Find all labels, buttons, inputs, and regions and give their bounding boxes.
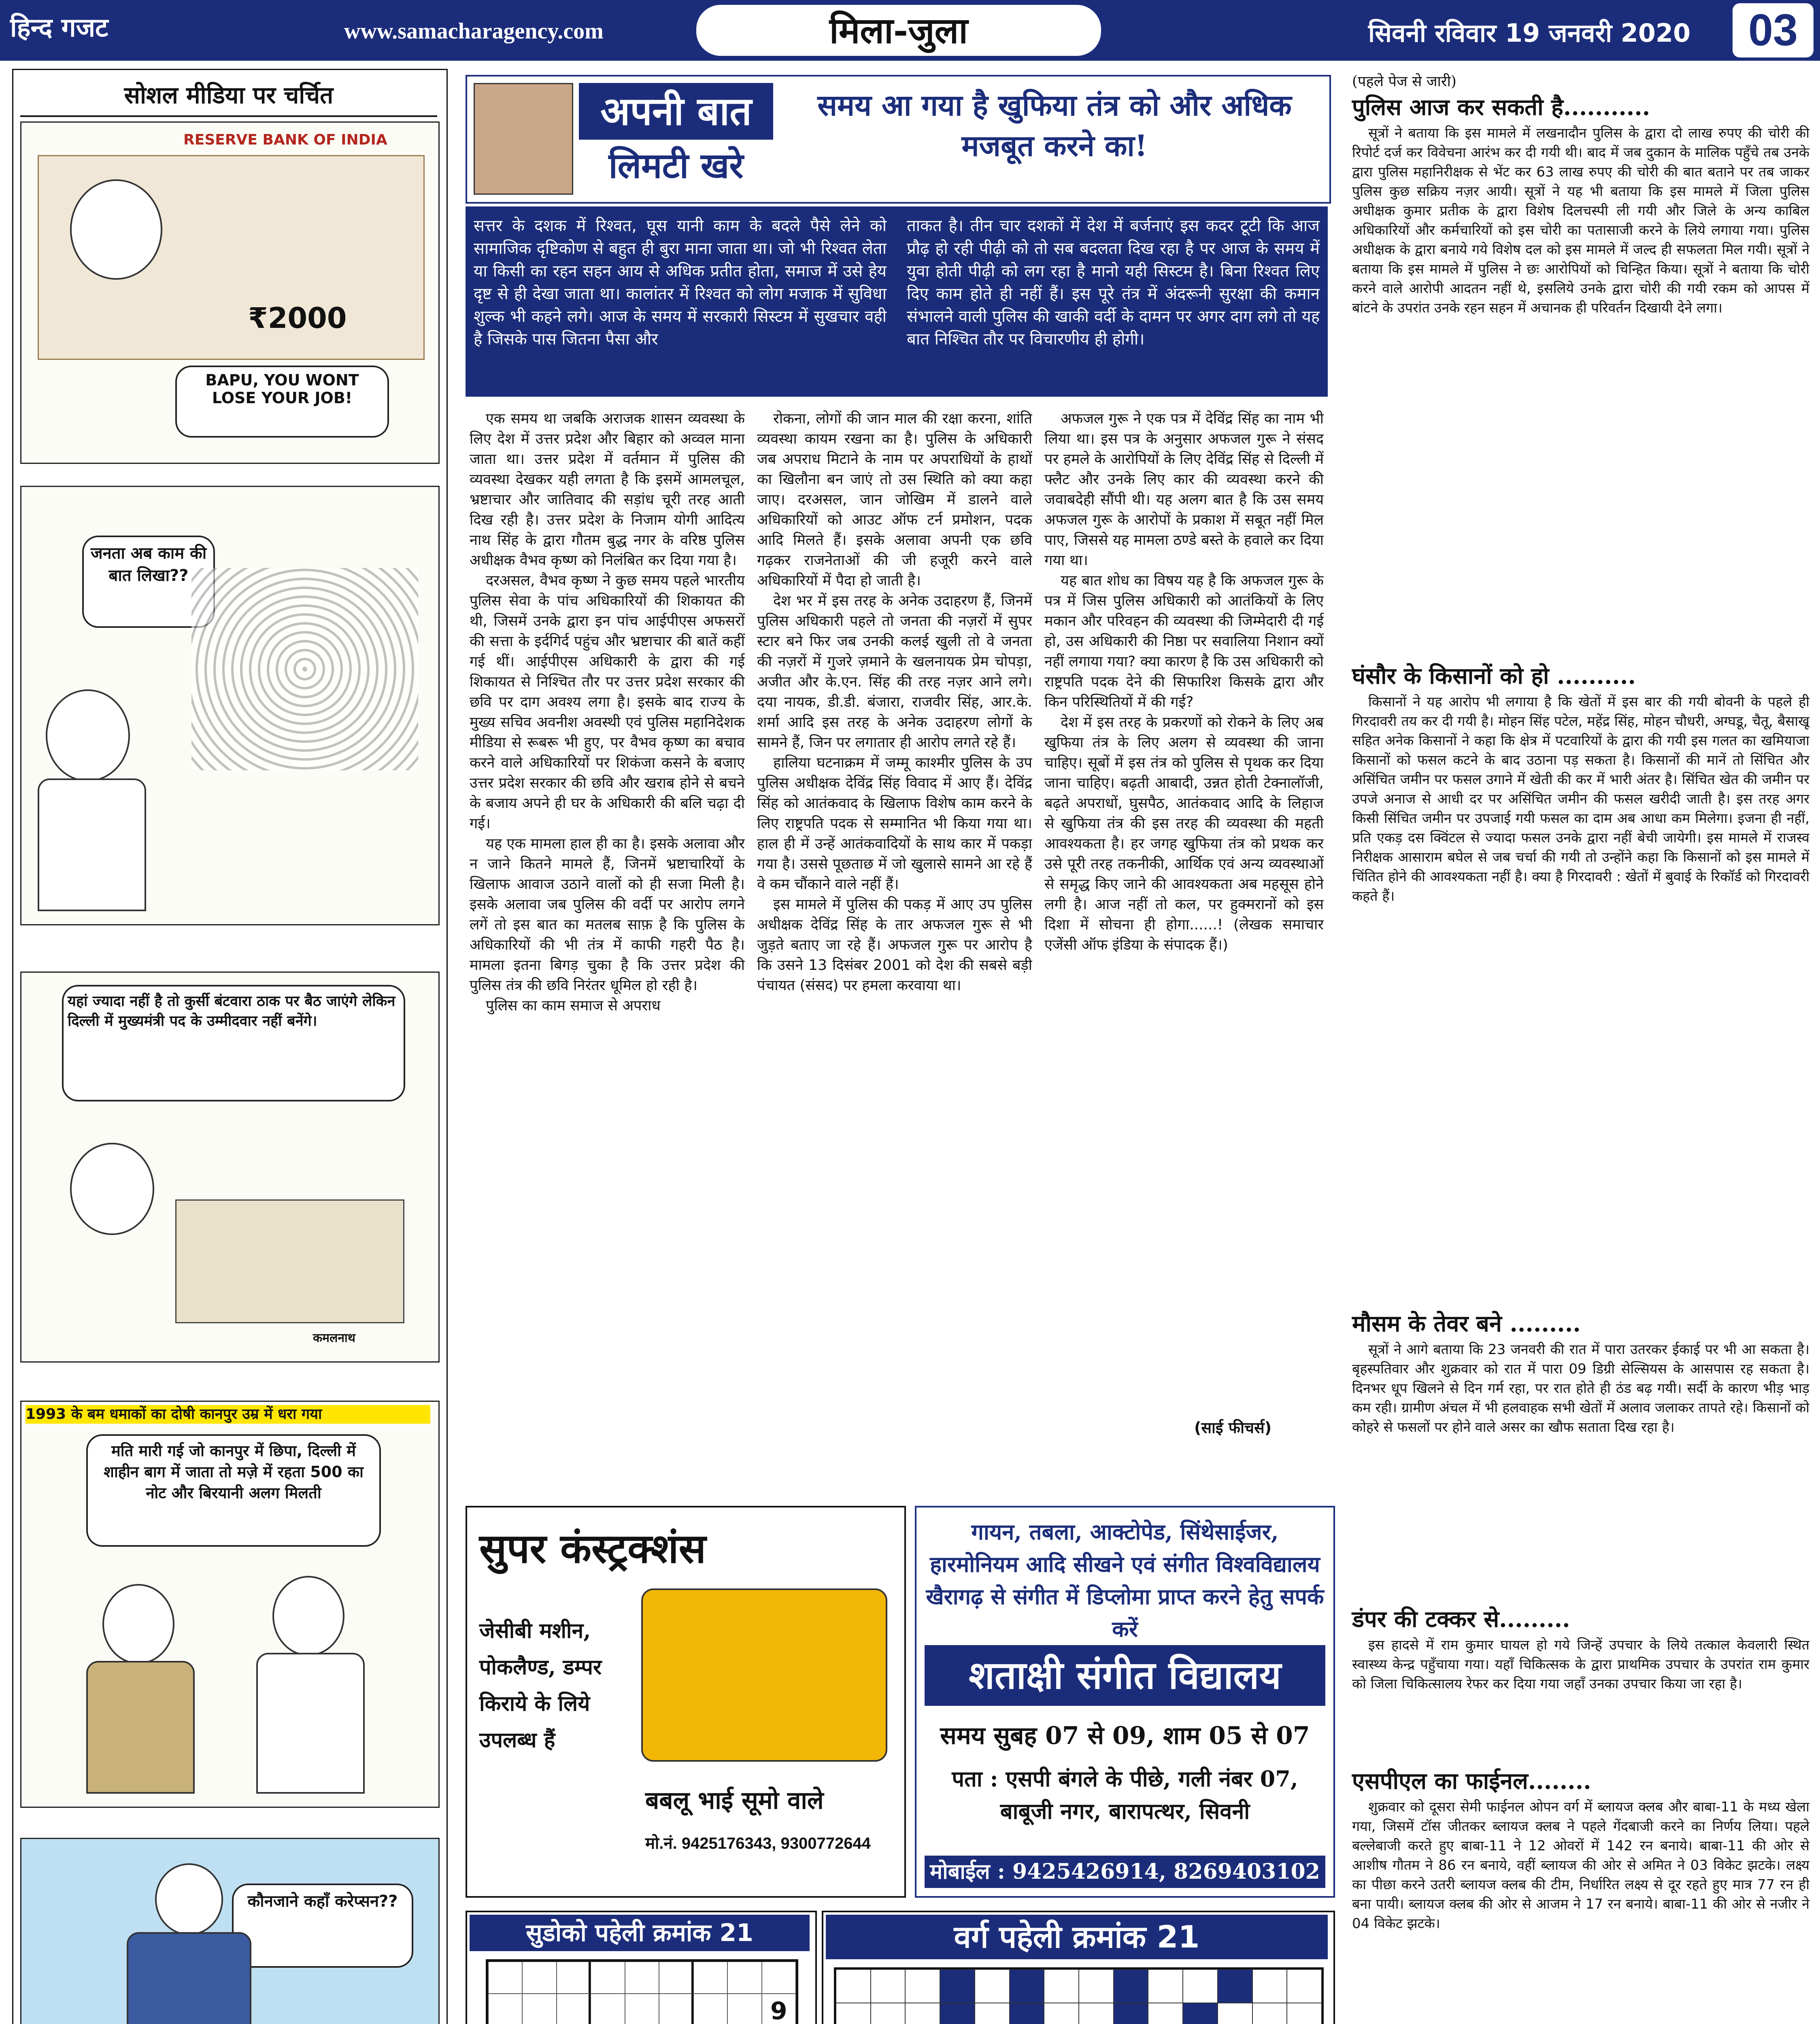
crossword-cell[interactable] <box>836 2003 871 2024</box>
crossword-cell[interactable] <box>1252 1969 1287 2003</box>
crossword-cell[interactable] <box>871 2003 906 2024</box>
crossword-cell[interactable] <box>1148 1969 1183 2003</box>
story-text <box>1352 123 1809 650</box>
crossword-cell <box>1010 1969 1044 2003</box>
cartoon-work <box>20 486 440 925</box>
crossword-cell[interactable] <box>1044 2003 1079 2024</box>
cartoon-speech-bubble: जनता अब काम की बात लिखा?? <box>82 536 215 628</box>
sudoku-cell[interactable] <box>557 1962 591 1994</box>
officer-figure-icon <box>155 1863 223 1935</box>
crossword-title: वर्ग पहेली क्रमांक 21 <box>826 1915 1328 1959</box>
prisoner-figure-icon <box>272 1576 344 1656</box>
paragraph: सूत्रों ने बताया कि इस मामले में लखनादौन पुलिस के द्वारा दो लाख रुपए की चोरी की रिपोर्ट दर्ज कर विवेचना आरंभ कर दी गयी थी। बाद में जब दुकान के मालिक पहुँचे तब उनके द्वारा पुलिस महानिरीक्षक से भेंट कर 63 लाख रुपए की चोरी की बात बताने पर तब जाकर पुलिस कुछ सक्रिय नज़र आयी। सूत्रों ने यह भी बताया कि इस मामले में जिला पुलिस अधीक्षक कुमार प्रतीक के द्वारा विशेष दिलचस्पी ली गयी और जिले के अन्य काबिल अधिकारियों और कर्मचारियों को इस चोरी का पतासाजी करने के लिये लगाया गया। पुलिस अधीक्षक के द्वारा बनाये गये विशेष दल को इस मामले में जल्द ही सफलता मिल गयी। सूत्रों ने बताया कि इस मामले में पुलिस ने छः आरोपियों को चिन्हित किया। सूत्रों ने बताया कि चोरी करने वाले आरोपी आदतन नहीं थे, इसलिये उनके द्वारा चोरी की गयी रकम को आपस में बांटने के उपरांत उनके रहन सहन में अचानक ही परिवर्तन दिखायी देने लगा। <box>1352 125 1809 316</box>
music-school-ad <box>915 1506 1335 1898</box>
continued-note: (पहले पेज से जारी) <box>1352 73 1456 90</box>
paragraph: देश भर में इस तरह के अनेक उदाहरण हैं, जिनमें पुलिस अधिकारी पहले तो जनता की नज़रों में सुपर स्टार बने फिर जब उनकी कलई खुली तो वे जनता की नज़रों में गुजरे ज़माने के खलनायक प्रेम चोपड़ा, अजीत और के.एन. सिंह की तरह नज़र आने लगे। दया नायक, डी.डी. बंजारा, राजवीर सिंह, आर.के. शर्मा आदि इस तरह के अनेक उदाहरण लोगों के सामने हैं, जिन पर लगातार ही आरोप लगते रहे हैं। <box>757 593 1032 751</box>
crossword-cell <box>1114 1969 1148 2003</box>
crossword-cell <box>1218 1969 1252 2003</box>
cartoon-column-title: सोशल मीडिया पर चर्चित <box>20 75 437 117</box>
story-heading: मौसम के तेवर बने ......... <box>1352 1310 1581 1337</box>
editorial-title: अपनी बात <box>579 83 773 140</box>
site-url[interactable]: www.samacharagency.com <box>344 19 604 44</box>
bank-label: RESERVE BANK OF INDIA <box>183 132 387 148</box>
story-text <box>1352 1797 1809 2024</box>
editorial-headline: समय आ गया है खुफिया तंत्र को और अधिक मजबूत करने का! <box>817 88 1292 163</box>
music-ad-name: शताक्षी संगीत विद्यालय <box>925 1645 1325 1706</box>
crossword-cell <box>1183 2003 1218 2024</box>
construction-ad-services: जेसीबी मशीन, पोकलैण्ड, डम्पर किराये के लिये उपलब्ध हैं <box>479 1618 602 1752</box>
cartoon-kamalnath <box>20 972 440 1363</box>
prisoner-figure-body <box>256 1653 365 1794</box>
sudoku-cell[interactable] <box>522 1994 556 2024</box>
paragraph: दरअसल, वैभव कृष्ण ने कुछ समय पहले भारतीय पुलिस सेवा के पांच अधिकारियों की शिकायत की थी, जिसमें उनके द्वारा इन पांच आईपीएस अफसरों की सत्ता के इर्दगिर्द पहुंच और भ्रष्टाचार की बातें कहीं गई थीं। आईपीएस अधिकारी के द्वारा की गई शिकायत से निश्चित तौर पर उत्तर प्रदेश सरकार की छवि पर दाग अवश्य लगा है। इसके बाद राज्य के मुख्य सचिव अवनीश अवस्थी एवं पुलिस महानिदेशक मीडिया से रूबरू भी हुए, पर वैभव कृष्ण का बचाव करने वाले अधिकारियों पर शिकंजा कसने के बजाए उत्तर प्रदेश सरकार की छवि और खराब होने से बचने के बजाय अपने ही घर के अधिकारी की बलि चढ़ा दी गई। <box>470 572 745 832</box>
cartoon-speech-bubble: कौनजाने कहाँ करेप्सन?? <box>232 1884 413 1968</box>
story-text <box>1352 1635 1809 1757</box>
crossword-cell[interactable] <box>1148 2003 1183 2024</box>
paragraph: इस हादसे में राम कुमार घायल हो गये जिन्हें उपचार के लिये तत्काल केवलारी स्थित स्वास्थ्य केन्द्र पहुँचाया गया। यहाँ चिकित्सक के द्वारा प्राथमिक उपचार के उपरांत राम कुमार को जिला चिकित्सालय रेफर कर दिया गया जहाँ उनका उपचार किया जा रहा है। <box>1352 1637 1809 1692</box>
story-heading: घंसौर के किसानों को हो .......... <box>1352 663 1636 689</box>
crossword-cell[interactable] <box>836 1969 871 2003</box>
music-ad-intro: गायन, तबला, आक्टोपेड, सिंथेसाईजर, हारमोनियम आदि सीखने एवं संगीत विश्वविद्यालय खैरागढ़ से संगीत में डिप्लोमा प्राप्त करने हेतु सपर्क करें <box>926 1519 1324 1642</box>
construction-ad-phone: मो.नं. 9425176343, 9300772644 <box>645 1835 871 1852</box>
editorial-credit: (साई फीचर्स) <box>1194 1419 1272 1437</box>
crossword-cell[interactable] <box>1287 2003 1322 2024</box>
crossword-cell[interactable] <box>1183 1969 1218 2003</box>
editorial-column-3 <box>1044 409 1324 1413</box>
cartoon-corruption <box>20 1838 440 2024</box>
story-heading: डंपर की टक्कर से......... <box>1352 1606 1570 1633</box>
story-text <box>1352 1340 1809 1591</box>
sudoku-cell[interactable] <box>659 1994 693 2024</box>
sudoku-cell[interactable] <box>488 1962 522 1994</box>
crossword-cell[interactable] <box>1079 1969 1114 2003</box>
paragraph: एक समय था जबकि अराजक शासन व्यवस्था के लिए देश में उत्तर प्रदेश और बिहार को अव्वल माना जाता था। उत्तर प्रदेश में वर्तमान में पुलिस की व्यवस्था देखकर यही लगता है कि इसमें आमलचूल, भ्रष्टाचार और जातिवाद की सड़ांध चूरी तरह आती दिख रही है। उत्तर प्रदेश के निजाम योगी आदित्य नाथ सिंह के द्वारा गौतम बुद्ध नगर के वरिष्ठ पुलिस अधीक्षक वैभव कृष्ण को निलंबित कर दिया गया है। <box>470 410 745 569</box>
paragraph: यह एक मामला हाल ही का है। इसके अलावा और न जाने कितने मामले हैं, जिनमें भ्रष्टाचारियों के खिलाफ आवाज उठाने वालों को ही सजा मिली है। इसके अलावा जब पुलिस की वर्दी पर आरोप लगने लगें तो इस बात का मतलब साफ़ है कि पुलिस के अधिकारियों की भी तंत्र में काफी गहरी पैठ है। मामला इतना बिगड़ चुका है कि उत्तर प्रदेश की पुलिस तंत्र की छवि निरंतर धूमिल हो रही है। <box>470 836 745 994</box>
paragraph: हालिया घटनाक्रम में जम्मू काश्मीर पुलिस के उप पुलिस अधीक्षक देविंद्र सिंह विवाद में आए हैं। देविंद्र सिंह को आतंकवाद के खिलाफ विशेष काम करने के लिए राष्ट्रपति पदक से सम्मानित भी किया गया था। हाल ही में उन्हें आतंकवादियों के साथ कार में पकड़ा गया है। उससे पूछताछ में जो खुलासे सामने आ रहे हैं वे कम चौंकाने वाले नहीं हैं। <box>757 755 1032 893</box>
paragraph: पुलिस का काम समाज से अपराध <box>486 997 661 1014</box>
paragraph: देश में इस तरह के प्रकरणों को रोकने के लिए अब खुफिया तंत्र के लिए अलग से व्यवस्था की जाना चाहिए। सूबों में इस तंत्र को पुलिस से पृथक कर दिया जाना चाहिए। बढ़ती आबादी, उन्नत होती टेक्नालॉजी, बढ़ते अपराधों, घुसपैठ, आतंकवाद आदि के लिहाज से खुफिया तंत्र की इस तरह की व्यवस्था की महती आवश्यकता है। हर जगह खुफिया तंत्र को प्रथक कर उसे पूरी तरह तकनीकी, आर्थिक एवं अन्य व्यवस्थाओं से समृद्ध किए जाने की आवश्यकता अब महसूस होने लगी है। आज नहीं तो कल, पर हुक्मरानों को इस दिशा में सोचना ही होगा......! (लेखक समाचार एजेंसी ऑफ इंडिया के संपादक हैं।) <box>1044 714 1324 953</box>
sudoku-cell[interactable] <box>762 1962 796 1994</box>
cartoon-rbi <box>20 121 440 464</box>
police-figure-body <box>86 1661 195 1794</box>
crossword-cell[interactable] <box>1287 1969 1322 2003</box>
paragraph: इस मामले में पुलिस की पकड़ में आए उप पुलिस अधीक्षक देविंद्र सिंह के तार अफजल गुरू से भी जुड़ते बताए जा रहे हैं। अफजल गुरू पर आरोप है कि उसने 13 दिसंबर 2001 को देश की सबसे बड़ी पंचायत (संसद) पर हमला करवाया था। <box>757 896 1032 994</box>
sudoku-cell[interactable] <box>522 1962 556 1994</box>
music-ad-timing: समय सुबह 07 से 09, शाम 05 से 07 <box>940 1722 1310 1750</box>
desk-image <box>175 1199 404 1323</box>
music-ad-mobile: मोबाईल : 9425426914, 8269403102 <box>925 1856 1325 1888</box>
police-figure-icon <box>102 1584 174 1664</box>
section-name: मिला-जुला <box>696 5 1101 56</box>
paragraph: शुक्रवार को दूसरा सेमी फाईनल ओपन वर्ग में ब्लायज क्लब और बाबा-11 के मध्य खेला गया, जिसमें टॉस जीतकर ब्लायज क्लब ने पहले गेंदबाजी करने का निर्णय लिया। पहले बल्लेबाजी करते हुए बाबा-11 ने 12 ओवरों में 142 रन बनाये। बाबा-11 की ओर से आशीष गौतम ने 86 रन बनाये, वहीं ब्लायज की ओर से अमित ने 03 विकेट झटके। लक्ष्य का पीछा करने उतरी ब्लायज क्लब की टीम, निर्धारित लक्ष्य से दूर रहते हुए मात्र 77 रन ही बना पायी। ब्लायज क्लब की ओर से आजम ने 17 रन बनाये। बाबा-11 की ओर से नजीर ने 04 विकेट झटके। <box>1352 1799 1809 1932</box>
masthead <box>0 0 1820 61</box>
story-text <box>1352 692 1809 1299</box>
sudoku-grid[interactable] <box>486 1959 798 2024</box>
story-heading: एसपीएल का फाईनल........ <box>1352 1768 1591 1794</box>
cartoon-speech-bubble: BAPU, YOU WONT LOSE YOUR JOB! <box>175 366 389 438</box>
man-figure-icon <box>46 689 130 782</box>
crossword-cell[interactable] <box>975 1969 1010 2003</box>
politician-figure-icon <box>70 1143 154 1235</box>
crossword-cell[interactable] <box>975 2003 1010 2024</box>
crossword-cell[interactable] <box>905 1969 940 2003</box>
crossword-cell[interactable] <box>871 1969 906 2003</box>
sudoku-cell[interactable] <box>727 1962 761 1994</box>
paragraph: सूत्रों ने आगे बताया कि 23 जनवरी की रात में पारा उतरकर ईकाई पर भी आ सकता है। बृहस्पतिवार और शुक्रवार को रात में पारा 09 डिग्री सेल्सियस के आसपास रह सकता है। दिनभर धूप खिलने से दिन गर्म रहा, पर रात होते ही ठंड बढ़ गयी। सर्दी के कारण भीड़ भाड़ कम रही। ग्रामीण अंचल में भी हलवाहक सभी खेतों में अलाव जलाकर तापते रहे। किसानों को कोहरे से फसलों पर होने वाले असर का खौफ सताता दिख रहा है। <box>1352 1342 1809 1435</box>
dateline: सिवनी रविवार 19 जनवरी 2020 <box>1368 18 1691 48</box>
editorial-deck-left: सत्तर के दशक में रिश्वत, घूस यानी काम के बदले पैसे लेने को सामाजिक दृष्टिकोण से बहुत ही बुरा माना जाता था। जो भी रिश्वत लेता या किसी का रहन सहन आय से अधिक प्रतीत होता, समाज में उसे हेय दृष्ट से ही देखा जाता था। कालांतर में रिश्वत को लोग मजाक में सुविधा शुल्क भी कहने लगे। आज के समय में सरकारी सिस्टम में सुखचार वही है जिसके पास जितना पैसा और <box>474 217 887 349</box>
editorial-column-1 <box>470 409 745 1502</box>
sudoku-cell[interactable] <box>625 1994 659 2024</box>
gandhi-figure-icon <box>70 179 162 280</box>
sudoku-title: सुडोको पहेली क्रमांक 21 <box>470 1915 810 1951</box>
sudoku-cell[interactable] <box>659 1962 693 1994</box>
crossword-cell[interactable] <box>1218 2003 1252 2024</box>
story-heading: पुलिस आज कर सकती है........... <box>1352 94 1650 121</box>
paragraph: अफजल गुरू ने एक पत्र में देविंद्र सिंह का नाम भी लिया था। इस पत्र के अनुसार अफजल गुरू ने संसद पर हमले के आरोपियों के लिए देविंद्र सिंह से दिल्ली में फ्लैट और उनके लिए कार की व्यवस्था करने की जवाबदेही सौंपी थी। यह अलग बात है कि उस समय अफजल गुरू के आरोपों के प्रकाश में सबूत नहीं मिल पाए, जिससे यह मामला ठण्डे बस्ते के हवाले कर दिया गया था। <box>1044 410 1324 569</box>
crossword-grid[interactable] <box>834 1967 1324 2024</box>
construction-ad-contact: बबलू भाई सूमो वाले <box>645 1786 824 1815</box>
editorial-column-2 <box>757 409 1032 1502</box>
sudoku-cell[interactable] <box>693 1994 727 2024</box>
cartoon-kanpur <box>20 1401 440 1808</box>
crossword-cell <box>940 1969 975 2003</box>
sudoku-cell[interactable] <box>591 1962 625 1994</box>
sudoku-cell[interactable]: 9 <box>762 1994 796 2024</box>
cartoonist-signature: कमलनाथ <box>313 1331 355 1345</box>
cartoon-caption: 1993 के बम धमाकों का दोषी कानपुर उम्र में धरा गया <box>26 1405 430 1424</box>
editorial-byline: लिमटी खरे <box>608 145 744 186</box>
officer-figure-body <box>127 1932 251 2024</box>
note-value: ₹2000 <box>248 302 347 335</box>
paragraph: यह बात शोध का विषय यह है कि अफजल गुरू के पत्र में जिस पुलिस अधिकारी को आतंकियों के लिए मकान और परिवहन की व्यवस्था की जिम्मेदारी दी गई हो, उस अधिकारी की निष्ठा पर सवालिया निशान क्यों नहीं लगाया गया? क्या कारण है कि उस अधिकारी को राष्ट्रपति पदक देने की सिफारिश किसके द्वारा और किन परिस्थितियों में की गई? <box>1044 572 1324 710</box>
crossword-cell <box>1010 2003 1044 2024</box>
crossword-cell[interactable] <box>1079 2003 1114 2024</box>
crossword-cell[interactable] <box>1044 1969 1079 2003</box>
sudoku-cell[interactable] <box>693 1962 727 1994</box>
editorial-deck-right: ताकत है। तीन चार दशकों में देश में बर्जनाएं इस कदर टूटी कि आज प्रौढ़ हो रही पीढ़ी को तो सब बदलता दिख रहा है पर आज के समय में युवा होती पीढ़ी को लग रहा है मानो यही सिस्टम है। बिना रिश्वत लिए दिए काम होते ही नहीं हैं। इस पूरे तंत्र में अंदरूनी सुरक्षा की कमान संभालने वाली पुलिस की खाकी वर्दी के दामन पर अगर दाग लगे तो यह बात निश्चित तौर पर विचारणीय ही होगी। <box>907 217 1320 349</box>
crowd-image <box>191 568 418 770</box>
jcb-machine-icon <box>641 1588 887 1762</box>
cartoon-speech-bubble: मति मारी गई जो कानपुर में छिपा, दिल्ली में शाहीन बाग में जाता तो मज़े में रहता 500 का नोट और बिरयानी अलग मिलती <box>86 1434 381 1547</box>
paragraph: रोकना, लोगों की जान माल की रक्षा करना, शांति व्यवस्था कायम रखना का है। पुलिस के अधिकारी जब अपराध मिटाने के नाम पर अपराधियों के हाथों का खिलौना बन जाएं तो उस स्थिति को क्या कहा जाए। दरअसल, जान जोखिम में डालने वाले अधिकारियों को आउट ऑफ टर्न प्रमोशन, पदक आदि मिलते हैं। इसके अलावा अपनी एक छवि गढ़कर राजनेताओं की जी हजूरी करने वाले अधिकारियों में पैदा हो जाती है। <box>757 410 1032 589</box>
page-number: 03 <box>1733 3 1814 57</box>
crossword-cell[interactable] <box>1252 2003 1287 2024</box>
crossword-cell <box>1114 2003 1148 2024</box>
music-ad-address: पता : एसपी बंगले के पीछे, गली नंबर 07, बाबूजी नगर, बारापत्थर, सिवनी <box>952 1766 1298 1824</box>
sudoku-cell[interactable] <box>591 1994 625 2024</box>
sudoku-cell[interactable] <box>625 1962 659 1994</box>
sudoku-cell[interactable] <box>727 1994 761 2024</box>
paragraph: किसानों ने यह आरोप भी लगाया है कि खेतों में इस बार की गयी बोवनी के पहले ही गिरदावरी तय कर दी गयी है। मोहन सिंह पटेल, महेंद्र सिंह, मोहन चौधरी, अग्घडू, चैतू, बैसाखू सहित अनेक किसानों ने कहा कि क्षेत्र में पटवारियों के द्वारा की गयी इस गलत का खमियाजा किसानों को फसल कटने के बाद उठाना पड़ सकता है। किसानों की मानें तो सिंचित और असिंचित जमीन पर फसल उगाने में खेती की कर में भारी अंतर है। सिंचित खेत की जमीन पर उपजे अनाज से आधी दर पर असिंचित जमीन की फसल खरीदी जाती है। इस तरह अगर किसी सिंचित जमीन पर उपजाई गयी फसल का दाम अब आधा कम मिलेगा। इजना ही नहीं, प्रति एकड़ दस क्विंटल से ज्यादा फसल उनके द्वारा नहीं बेची जायेगी। इस मामले में राजस्व निरीक्षक आसाराम बघेल से जब चर्चा की गयी तो उन्होंने कहा कि किसानों को इस मामले में चिंतित होने की आवश्यकता नहीं है। क्या है गिरदावरी : खेतों में बुवाई के रिकॉर्ड को गिरदावरी कहते हैं। <box>1352 694 1809 904</box>
construction-ad <box>466 1506 906 1898</box>
cartoon-speech-bubble: यहां ज्यादा नहीं है तो कुर्सी बंटवारा ठाक पर बैठ जाएंगे लेकिन दिल्ली में मुख्यमंत्री पद के उम्मीदवार नहीं बनेंगे। <box>62 985 405 1101</box>
sudoku-cell[interactable] <box>557 1994 591 2024</box>
author-photo <box>474 83 573 195</box>
man-figure-body <box>38 778 146 911</box>
sudoku-cell[interactable] <box>488 1994 522 2024</box>
crossword-cell[interactable] <box>905 2003 940 2024</box>
crossword-cell <box>940 2003 975 2024</box>
newspaper-logo: हिन्द गजट <box>10 13 108 43</box>
construction-ad-title: सुपर कंस्ट्रक्शंस <box>479 1524 706 1572</box>
